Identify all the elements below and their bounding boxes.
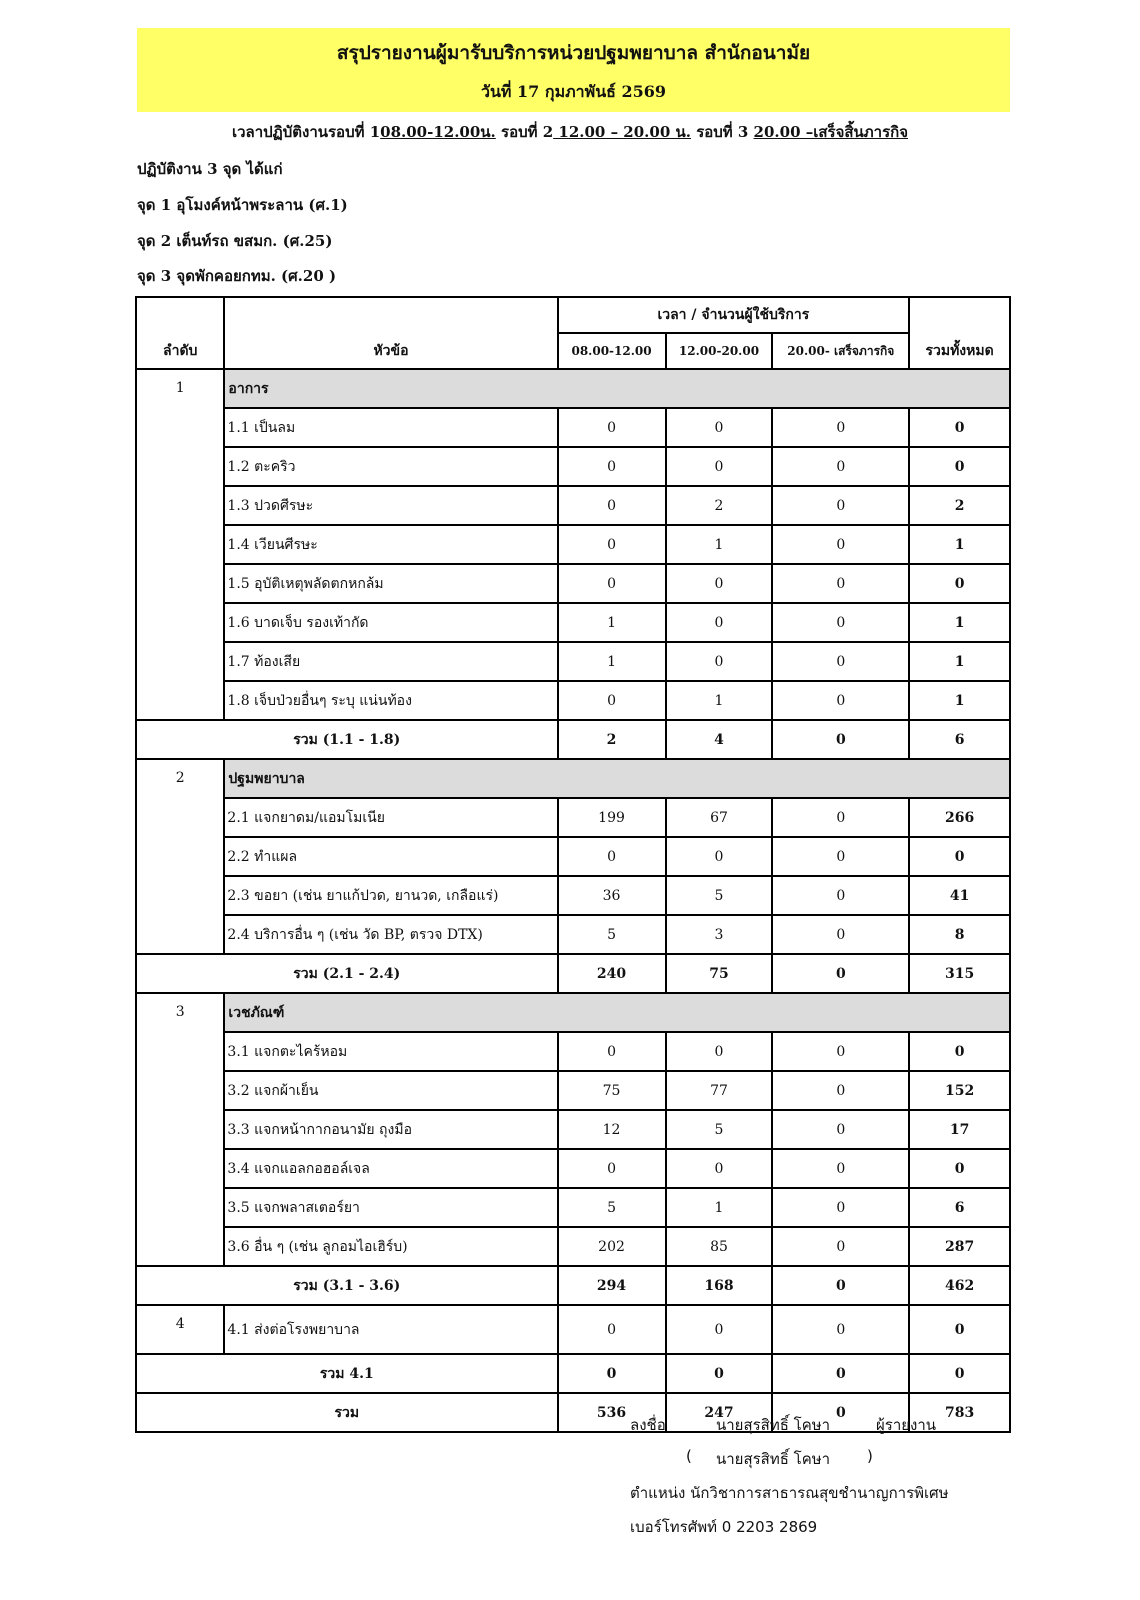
subtotal-row [136,1354,1010,1393]
row-label: 1.7 ท้องเสีย [224,642,557,681]
row-label: 1.5 อุบัติเหตุพลัดตกหกล้ม [224,564,557,603]
grand-total-total: 783 [909,1393,1010,1432]
cell-shift-1: 0 [558,837,666,876]
table-row [136,1227,1010,1266]
subtotal-shift-1: 240 [558,954,666,993]
report-date: วันที่ 17 กุมภาพันธ์ 2569 [481,82,666,101]
cell-shift-3: 0 [772,681,909,720]
col-header-topic: หัวข้อ [224,297,557,369]
signer-paren-close: ) [867,1447,873,1465]
cell-shift-1: 12 [558,1110,666,1149]
cell-total: 266 [909,798,1010,837]
section-row [136,369,1010,408]
col-header-shift-2: 12.00-20.00 [666,333,773,369]
cell-shift-1: 5 [558,1188,666,1227]
cell-shift-2: 85 [666,1227,773,1266]
cell-shift-3: 0 [772,876,909,915]
table-row [136,837,1010,876]
cell-shift-2: 1 [666,1188,773,1227]
shift-2-time: 12.00 – 20.00 น. [553,123,691,141]
section-row [136,993,1010,1032]
row-label: 3.5 แจกพลาสเตอร์ยา [224,1188,557,1227]
section-title: เวชภัณฑ์ [224,993,1010,1032]
cell-shift-1: 0 [558,408,666,447]
cell-shift-1: 75 [558,1071,666,1110]
cell-shift-2: 0 [666,1149,773,1188]
cell-total: 152 [909,1071,1010,1110]
service-summary-table [135,296,1011,1433]
row-label: 2.2 ทำแผล [224,837,557,876]
cell-shift-2: 5 [666,1110,773,1149]
cell-total: 0 [909,564,1010,603]
subtotal-shift-1: 0 [558,1354,666,1393]
table-row [136,525,1010,564]
cell-shift-3: 0 [772,486,909,525]
cell-shift-3: 0 [772,642,909,681]
table-row [136,915,1010,954]
section-number: 1 [136,369,224,720]
cell-shift-3: 0 [772,798,909,837]
cell-total: 0 [909,1032,1010,1071]
cell-shift-3: 0 [772,525,909,564]
cell-shift-1: 0 [558,486,666,525]
table-row [136,1305,1010,1354]
cell-shift-3: 0 [772,603,909,642]
table-row [136,408,1010,447]
subtotal-shift-3: 0 [772,720,909,759]
report-header [137,28,1010,112]
shift-times [0,120,1140,144]
cell-shift-3: 0 [772,1227,909,1266]
section-number: 4 [136,1305,224,1354]
cell-shift-1: 0 [558,1032,666,1071]
cell-shift-3: 0 [772,1305,909,1354]
cell-shift-3: 0 [772,915,909,954]
subtotal-shift-2: 0 [666,1354,773,1393]
row-label: 3.6 อื่น ๆ (เช่น ลูกอมไอเฮิร์บ) [224,1227,557,1266]
cell-shift-3: 0 [772,1188,909,1227]
subtotal-shift-3: 0 [772,954,909,993]
table-row [136,486,1010,525]
cell-shift-3: 0 [772,1110,909,1149]
cell-shift-1: 1 [558,603,666,642]
section-title: ปฐมพยาบาล [224,759,1010,798]
cell-shift-2: 0 [666,447,773,486]
cell-total: 41 [909,876,1010,915]
point-1: จุด 1 อุโมงค์หน้าพระลาน (ศ.1) [137,196,348,214]
section-row [136,759,1010,798]
table-row [136,798,1010,837]
cell-shift-3: 0 [772,1071,909,1110]
col-header-total: รวมทั้งหมด [909,297,1010,369]
cell-total: 0 [909,1149,1010,1188]
subtotal-total: 462 [909,1266,1010,1305]
cell-shift-1: 0 [558,525,666,564]
subtotal-total: 315 [909,954,1010,993]
shift-1-time: 08.00-12.00น. [380,123,496,141]
subtotal-shift-1: 294 [558,1266,666,1305]
cell-shift-3: 0 [772,408,909,447]
cell-shift-2: 1 [666,681,773,720]
table-row [136,603,1010,642]
subtotal-total: 6 [909,720,1010,759]
cell-shift-1: 36 [558,876,666,915]
cell-total: 1 [909,642,1010,681]
row-label: 3.2 แจกผ้าเย็น [224,1071,557,1110]
grand-total-shift-3: 0 [772,1393,909,1432]
cell-total: 8 [909,915,1010,954]
cell-shift-3: 0 [772,1032,909,1071]
row-label: 1.2 ตะคริว [224,447,557,486]
row-label: 1.6 บาดเจ็บ รองเท้ากัด [224,603,557,642]
signer-position: ตำแหน่ง นักวิชาการสาธารณสุขชำนาญการพิเศษ [630,1484,949,1502]
subtotal-shift-2: 75 [666,954,773,993]
row-label: 3.1 แจกตะไคร้หอม [224,1032,557,1071]
cell-shift-1: 199 [558,798,666,837]
cell-shift-2: 0 [666,603,773,642]
subtotal-row [136,720,1010,759]
grand-total-label: รวม [136,1393,558,1432]
table-body [136,369,1010,1432]
table-row [136,447,1010,486]
points-intro: ปฏิบัติงาน 3 จุด ได้แก่ [137,160,283,178]
subtotal-label: รวม (1.1 - 1.8) [136,720,558,759]
cell-shift-1: 0 [558,564,666,603]
shift-1-prefix: เวลาปฏิบัติงานรอบที่ 1 [231,123,381,141]
cell-total: 6 [909,1188,1010,1227]
cell-total: 1 [909,603,1010,642]
row-label: 1.8 เจ็บป่วยอื่นๆ ระบุ แน่นท้อง [224,681,557,720]
table-row [136,1149,1010,1188]
cell-shift-3: 0 [772,447,909,486]
subtotal-shift-1: 2 [558,720,666,759]
cell-total: 17 [909,1110,1010,1149]
cell-shift-2: 77 [666,1071,773,1110]
signer-name: นายสุรสิทธิ์ โคษา [716,1416,831,1434]
subtotal-row [136,954,1010,993]
signature-line [630,1413,937,1437]
point-3: จุด 3 จุดพักคอยกทม. (ศ.20 ) [137,267,337,285]
subtotal-shift-2: 168 [666,1266,773,1305]
cell-shift-2: 0 [666,564,773,603]
subtotal-shift-3: 0 [772,1354,909,1393]
cell-total: 0 [909,1305,1010,1354]
cell-shift-2: 0 [666,1305,773,1354]
grand-total-shift-2: 247 [666,1393,773,1432]
col-header-no: ลำดับ [136,297,224,369]
cell-shift-2: 67 [666,798,773,837]
subtotal-label: รวม 4.1 [136,1354,558,1393]
subtotal-label: รวม (3.1 - 3.6) [136,1266,558,1305]
row-label: 4.1 ส่งต่อโรงพยาบาล [224,1305,557,1354]
shift-3-prefix: รอบที่ 3 [690,123,754,141]
section-number: 3 [136,993,224,1266]
cell-shift-2: 1 [666,525,773,564]
subtotal-row [136,1266,1010,1305]
cell-total: 0 [909,837,1010,876]
cell-total: 287 [909,1227,1010,1266]
row-label: 1.1 เป็นลม [224,408,557,447]
cell-shift-1: 1 [558,642,666,681]
table-row [136,1110,1010,1149]
row-label: 3.4 แจกแอลกอฮอล์เจล [224,1149,557,1188]
cell-shift-2: 0 [666,1032,773,1071]
table-row [136,1188,1010,1227]
col-header-time-group: เวลา / จำนวนผู้ใช้บริการ [558,297,910,333]
row-label: 1.4 เวียนศีรษะ [224,525,557,564]
row-label: 2.3 ขอยา (เช่น ยาแก้ปวด, ยานวด, เกลือแร่) [224,876,557,915]
cell-shift-2: 5 [666,876,773,915]
row-label: 1.3 ปวดศีรษะ [224,486,557,525]
table-row [136,681,1010,720]
cell-shift-2: 0 [666,837,773,876]
signer-phone: เบอร์โทรศัพท์ 0 2203 2869 [630,1518,818,1536]
cell-shift-1: 0 [558,1305,666,1354]
cell-shift-1: 0 [558,1149,666,1188]
subtotal-shift-2: 4 [666,720,773,759]
subtotal-total: 0 [909,1354,1010,1393]
cell-total: 0 [909,408,1010,447]
cell-total: 0 [909,447,1010,486]
cell-total: 1 [909,525,1010,564]
table-row [136,642,1010,681]
table-row [136,564,1010,603]
shift-2-prefix: รอบที่ 2 [495,123,554,141]
table-row [136,1032,1010,1071]
section-number: 2 [136,759,224,954]
cell-shift-3: 0 [772,1149,909,1188]
subtotal-label: รวม (2.1 - 2.4) [136,954,558,993]
cell-shift-1: 202 [558,1227,666,1266]
cell-shift-2: 2 [666,486,773,525]
cell-shift-3: 0 [772,837,909,876]
cell-shift-2: 3 [666,915,773,954]
table-row [136,876,1010,915]
report-title: สรุปรายงานผู้มารับบริการหน่วยปฐมพยาบาล สำนักอนามัย [336,42,811,64]
cell-shift-2: 0 [666,642,773,681]
subtotal-shift-3: 0 [772,1266,909,1305]
signer-role: ผู้รายงาน [876,1416,937,1434]
cell-total: 1 [909,681,1010,720]
col-header-shift-3: 20.00- เสร็จภารกิจ [772,333,909,369]
point-2: จุด 2 เต็นท์รถ ขสมก. (ศ.25) [137,232,333,250]
row-label: 3.3 แจกหน้ากากอนามัย ถุงมือ [224,1110,557,1149]
cell-shift-1: 5 [558,915,666,954]
grand-total-shift-1: 536 [558,1393,666,1432]
cell-shift-3: 0 [772,564,909,603]
sign-label: ลงชื่อ [630,1416,666,1434]
cell-shift-2: 0 [666,408,773,447]
cell-shift-1: 0 [558,681,666,720]
table-row [136,1071,1010,1110]
cell-shift-1: 0 [558,447,666,486]
shift-3-time: 20.00 –เสร็จสิ้นภารกิจ [753,123,909,141]
signer-paren-open: ( [686,1447,692,1465]
cell-total: 2 [909,486,1010,525]
col-header-shift-1: 08.00-12.00 [558,333,666,369]
section-title: อาการ [224,369,1010,408]
signer-name-print: นายสุรสิทธิ์ โคษา [716,1450,831,1468]
row-label: 2.1 แจกยาดม/แอมโมเนีย [224,798,557,837]
row-label: 2.4 บริการอื่น ๆ (เช่น วัด BP, ตรวจ DTX) [224,915,557,954]
